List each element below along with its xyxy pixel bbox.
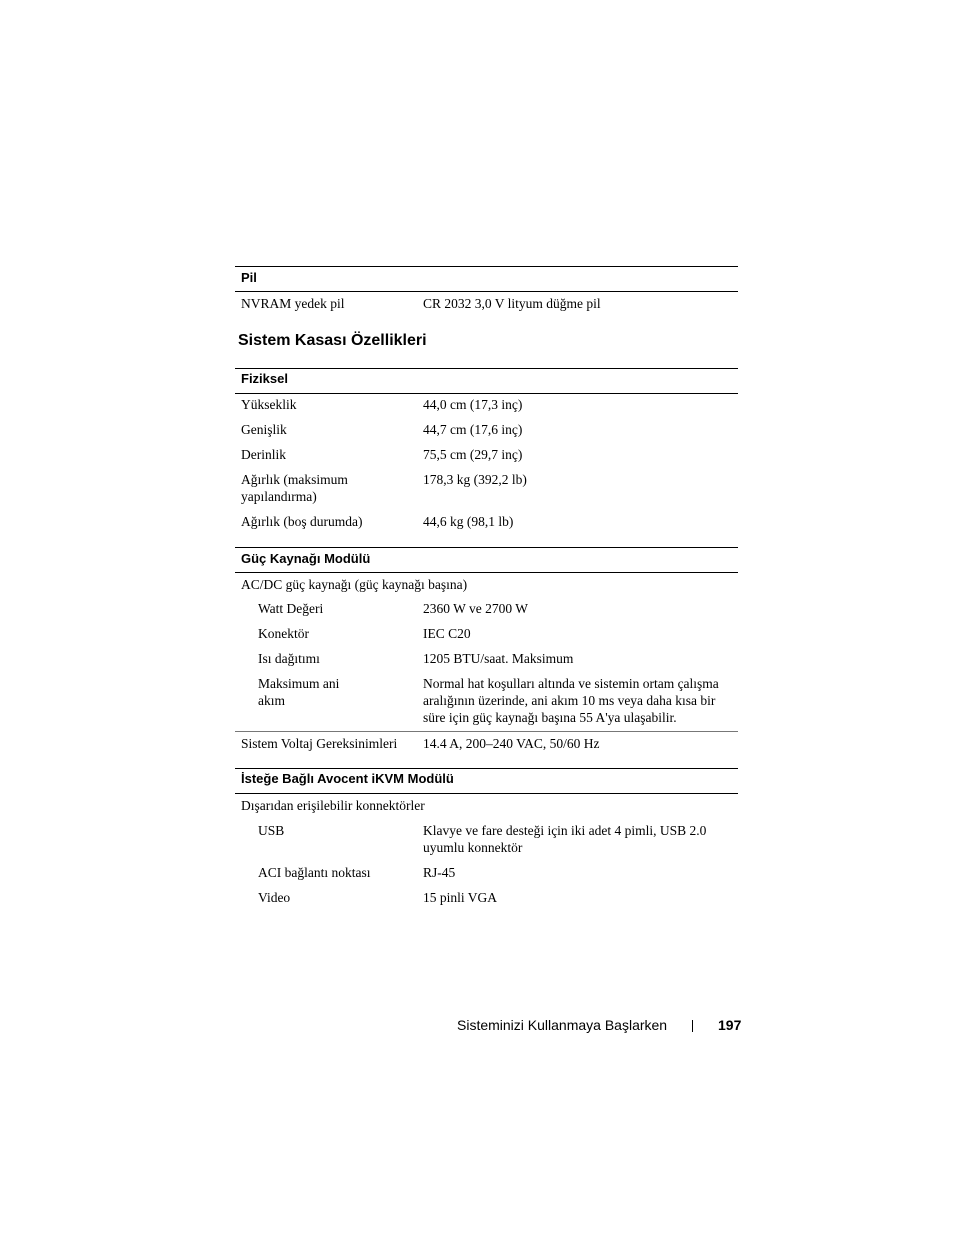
row-value-wattage: 2360 W ve 2700 W [423,601,528,616]
row-value-connector: IEC C20 [423,626,471,641]
table-header-physical: Fiziksel [241,371,288,386]
row-value-weight-max: 178,3 kg (392,2 lb) [423,472,527,487]
row-value-height: 44,0 cm (17,3 inç) [423,397,523,412]
row-label-weight-empty: Ağırlık (boş durumda) [241,514,363,529]
row-value-weight-empty: 44,6 kg (98,1 lb) [423,514,514,529]
row-label-height: Yükseklik [241,397,297,412]
row-value-depth: 75,5 cm (29,7 inç) [423,447,523,462]
row-label-wattage: Watt Değeri [258,601,324,616]
row-label-heat: Isı dağıtımı [258,651,320,666]
section-title: Sistem Kasası Özellikleri [238,332,427,349]
row-value-inrush: Normal hat koşulları altında ve sistemin ortam çalışma aralığının üzerinde, ani akım 10 ms veya daha kısa bir süre için güç kaynağı başına 55 A'ya ulaşabilir. [423,676,719,725]
footer-chapter-title: Sisteminizi Kullanmaya Başlarken [457,1017,668,1033]
table-header-rule-pil [235,291,738,292]
row-label-depth: Derinlik [241,447,286,462]
table-header-rule-ikvm [235,793,738,794]
row-label-aci: ACI bağlantı noktası [258,865,371,880]
page-number: 197 [718,1017,742,1033]
table-header-rule-physical [235,393,738,394]
row-divider-voltage [235,731,738,732]
row-value-video: 15 pinli VGA [423,890,498,905]
row-label-weight-max: Ağırlık (maksimum yapılandırma) [241,472,348,504]
row-value-aci: RJ-45 [423,865,456,880]
table-header-rule-psu [235,572,738,573]
table-top-rule-ikvm [235,768,738,769]
table-header-pil: Pil [241,270,257,285]
row-value-voltage: 14.4 A, 200–240 VAC, 50/60 Hz [423,736,600,751]
row-label-connector: Konektör [258,626,309,641]
row-label-usb: USB [258,823,285,838]
table-top-rule-pil [235,266,738,267]
table-top-rule-physical [235,368,738,369]
footer-separator [692,1020,693,1032]
row-group-label-ikvm: Dışarıdan erişilebilir konnektörler [241,798,425,813]
row-label-nvram: NVRAM yedek pil [241,296,345,311]
row-label-voltage: Sistem Voltaj Gereksinimleri [241,736,398,751]
row-value-width: 44,7 cm (17,6 inç) [423,422,523,437]
table-top-rule-psu [235,547,738,548]
table-header-psu: Güç Kaynağı Modülü [241,551,371,566]
row-label-inrush: Maksimum ani akım [258,676,340,708]
table-header-ikvm: İsteğe Bağlı Avocent iKVM Modülü [241,771,454,786]
row-value-heat: 1205 BTU/saat. Maksimum [423,651,574,666]
row-group-label-psu: AC/DC güç kaynağı (güç kaynağı başına) [241,577,468,592]
row-label-width: Genişlik [241,422,287,437]
row-value-usb: Klavye ve fare desteği için iki adet 4 pimli, USB 2.0 uyumlu konnektör [423,823,707,855]
row-label-video: Video [258,890,291,905]
row-value-nvram: CR 2032 3,0 V lityum düğme pil [423,296,601,311]
